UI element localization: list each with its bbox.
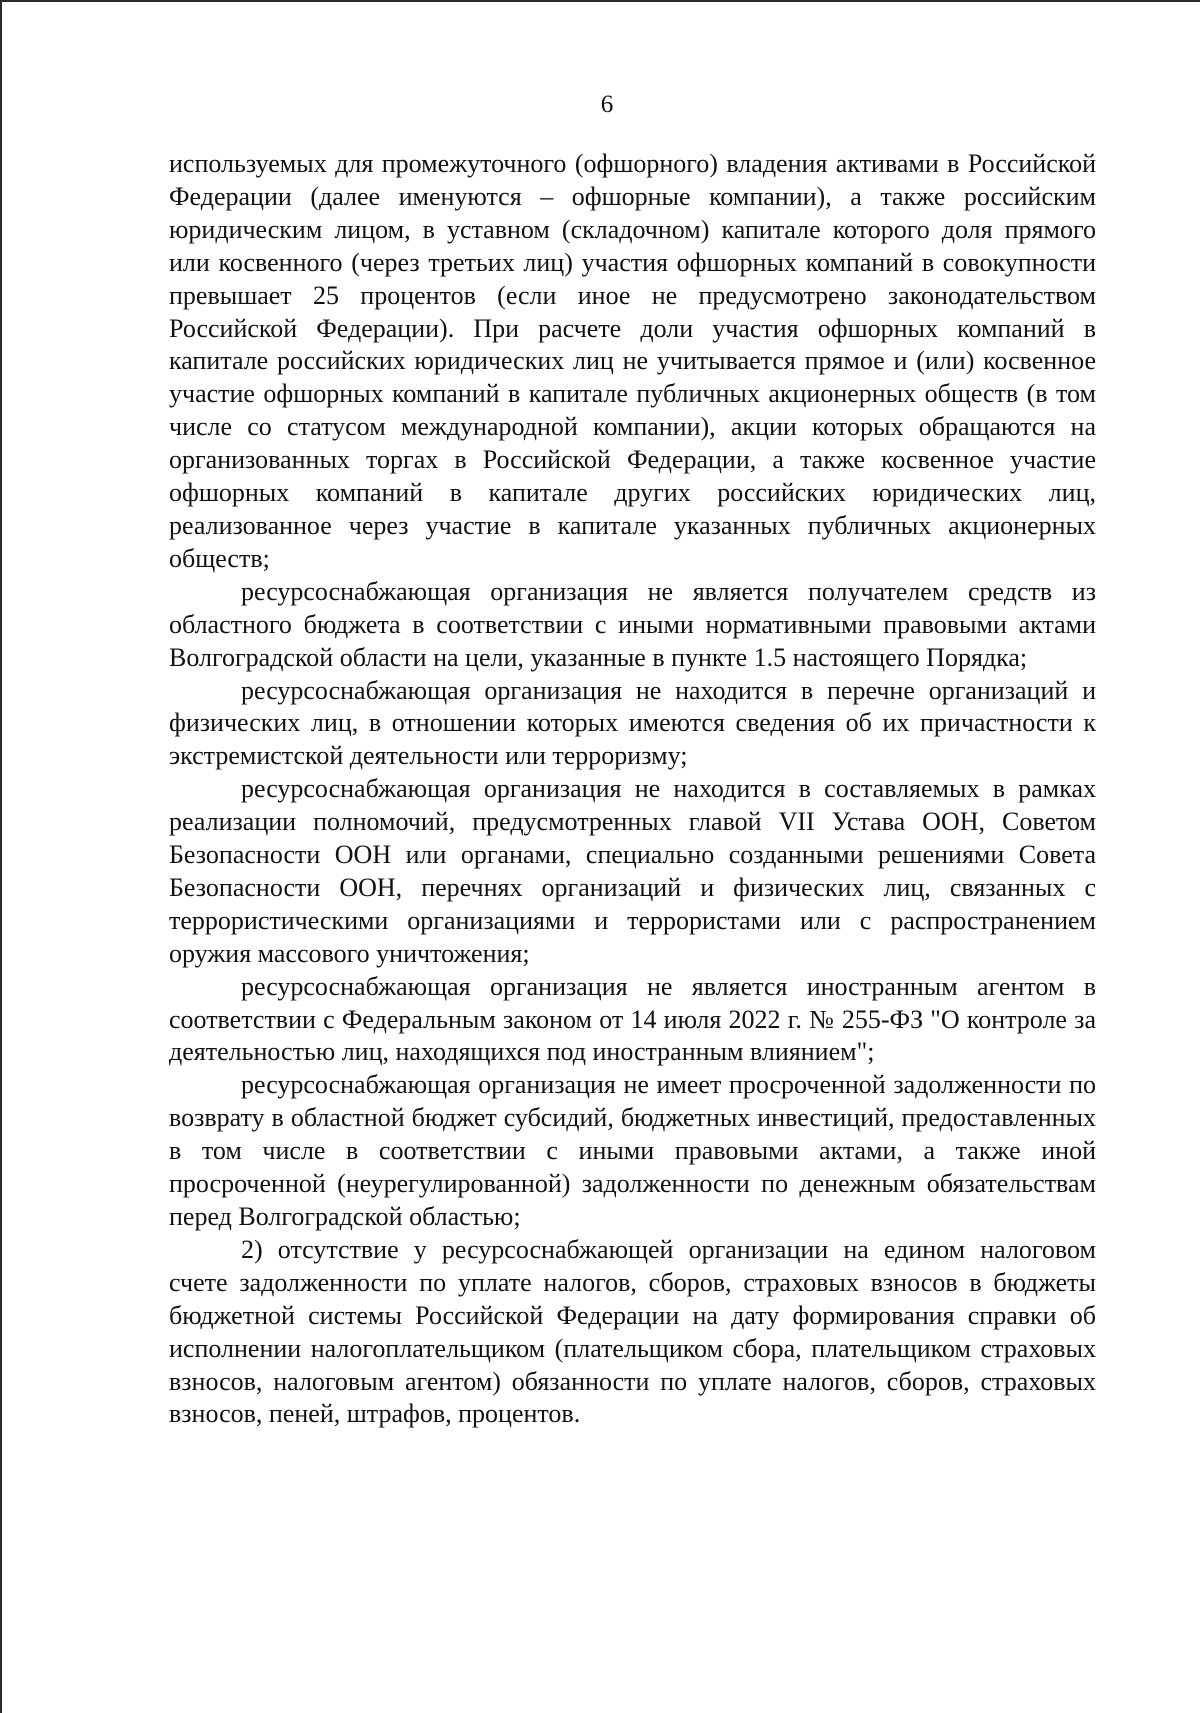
- paragraph-not-extremist-list: ресурсоснабжающая организация не находится в перечне организаций и физических лиц, в отношении которых имеются сведения об их причастности к экстремистской деятельности или терроризму;: [169, 675, 1096, 771]
- document-body: [169, 148, 1096, 1431]
- paragraph-no-overdue-debt: ресурсоснабжающая организация не имеет просроченной задолженности по возврату в областной бюджет субсидий, бюджетных инвестиций, предоставленных в том числе в соответствии с иными правовыми актами, а также иной просроченной (неурегулированной) задолженности по денежным обязательствам перед Волгоградской областью;: [169, 1070, 1096, 1231]
- paragraph-not-foreign-agent: ресурсоснабжающая организация не является иностранным агентом в соответствии с Федеральным законом от 14 июля 2022 г. № 255-ФЗ "О контроле за деятельностью лиц, находящихся под иностранным влиянием";: [169, 971, 1096, 1067]
- paragraph-not-budget-recipient: ресурсоснабжающая организация не является получателем средств из областного бюджета в соответствии с иными нормативными правовыми актами Волгоградской области на цели, указанные в пункте 1.5 настоящего Порядка;: [169, 576, 1096, 672]
- paragraph-not-un-sanctions-list: ресурсоснабжающая организация не находится в составляемых в рамках реализации полномочий, предусмотренных главой VII Устава ООН, Советом Безопасности ООН или органами, специально созданными решениями Совета Безопасности ООН, перечнях организаций и физических лиц, связанных с террористическими организациями и террористами или с распространением оружия массового уничтожения;: [169, 774, 1096, 968]
- page-number: 6: [600, 91, 614, 118]
- paragraph-offshore-continuation: используемых для промежуточного (офшорного) владения активами в Российской Федерации (далее именуются – офшорные компании), а также российским юридическим лицом, в уставном (складочном) капитале которого доля прямого или косвенного (через третьих лиц) участия офшорных компаний в совокупности превышает 25 процентов (если иное не предусмотрено законодательством Российской Федерации). При расчете доли участия офшорных компаний в капитале российских юридических лиц не учитывается прямое и (или) косвенное участие офшорных компаний в капитале публичных акционерных обществ (в том числе со статусом международной компании), акции которых обращаются на организованных торгах в Российской Федерации, а также косвенное участие офшорных компаний в капитале других российских юридических лиц, реализованное через участие в капитале указанных публичных акционерных обществ;: [169, 149, 1096, 573]
- paragraph-item-2-no-tax-debt: 2) отсутствие у ресурсоснабжающей организации на едином налоговом счете задолженности по уплате налогов, сборов, страховых взносов в бюджеты бюджетной системы Российской Федерации на дату формирования справки об исполнении налогоплательщиком (плательщиком сбора, плательщиком страховых взносов, налоговым агентом) обязанности по уплате налогов, сборов, страховых взносов, пеней, штрафов, процентов.: [169, 1234, 1096, 1429]
